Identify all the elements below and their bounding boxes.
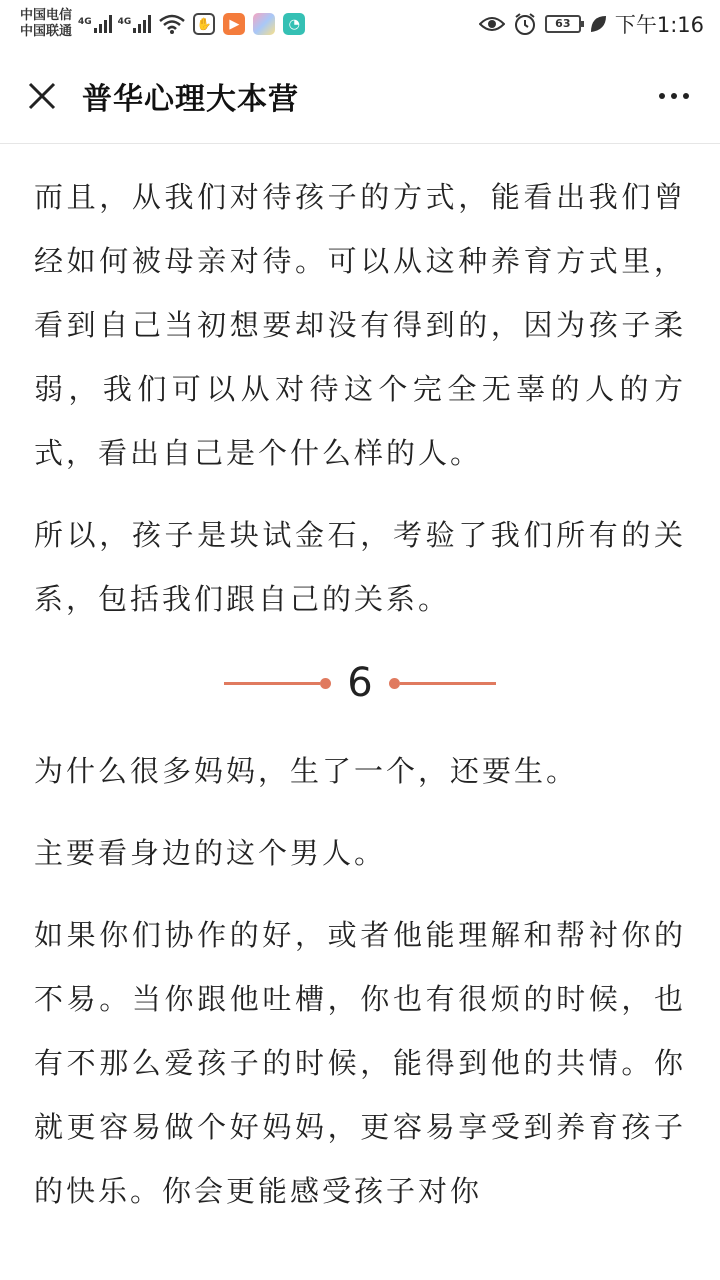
page-title: 普华心理大本营 <box>82 81 299 117</box>
network-type-1: 4G <box>78 17 92 27</box>
paragraph-3: 为什么很多妈妈，生了一个，还要生。 <box>34 754 579 788</box>
divider-dot-left <box>320 678 331 689</box>
eye-icon <box>479 15 505 33</box>
paragraph-1: 而且，从我们对待孩子的方式，能看出我们曾经如何被母亲对待。可以从这种养育方式里，看到自己当初想要却没有得到的，因为孩子柔弱，我们可以从对待这个完全无辜的人的方式，看出自己是个什么样的人。 <box>34 180 686 470</box>
signal-2 <box>118 15 152 33</box>
section-divider <box>34 651 686 715</box>
video-app-icon: ▶ <box>223 13 245 35</box>
battery-indicator: 63 <box>545 15 581 33</box>
close-icon <box>27 81 57 111</box>
status-bar <box>0 0 720 48</box>
top-nav-bar <box>0 48 720 144</box>
divider-line-right <box>400 682 496 685</box>
more-button[interactable] <box>652 78 696 114</box>
carrier-2: 中国联通 <box>20 24 73 39</box>
close-button[interactable] <box>24 78 60 114</box>
hand-app-icon: ✋ <box>193 13 215 35</box>
paragraph-2: 所以，孩子是块试金石，考验了我们所有的关系，包括我们跟自己的关系。 <box>34 518 686 616</box>
teal-app-icon: ◔ <box>283 13 305 35</box>
article-content[interactable] <box>0 145 720 1280</box>
paragraph-5: 如果你们协作的好，或者他能理解和帮衬你的不易。当你跟他吐槽，你也有很烦的时候，也有不那么爱孩子的时候，能得到他的共情。你就更容易做个好妈妈，更容易享受到养育孩子的快乐。你会更能感受孩子对你 <box>34 918 686 1208</box>
signal-bars-1-icon <box>94 15 112 33</box>
more-icon <box>659 93 665 99</box>
divider-line-left <box>224 682 320 685</box>
section-number: 6 <box>347 660 373 706</box>
alarm-icon <box>513 12 537 36</box>
status-right <box>479 9 704 39</box>
signal-1 <box>78 15 112 33</box>
signal-bars-2-icon <box>133 15 151 33</box>
network-type-2: 4G <box>117 17 132 27</box>
carrier-labels <box>20 8 72 40</box>
carrier-1: 中国电信 <box>20 8 73 23</box>
clock: 下午1:16 <box>614 13 704 37</box>
leaf-icon <box>589 14 607 34</box>
wifi-icon <box>159 14 185 34</box>
gallery-app-icon <box>253 13 275 35</box>
divider-dot-right <box>389 678 400 689</box>
paragraph-4: 主要看身边的这个男人。 <box>34 836 387 870</box>
